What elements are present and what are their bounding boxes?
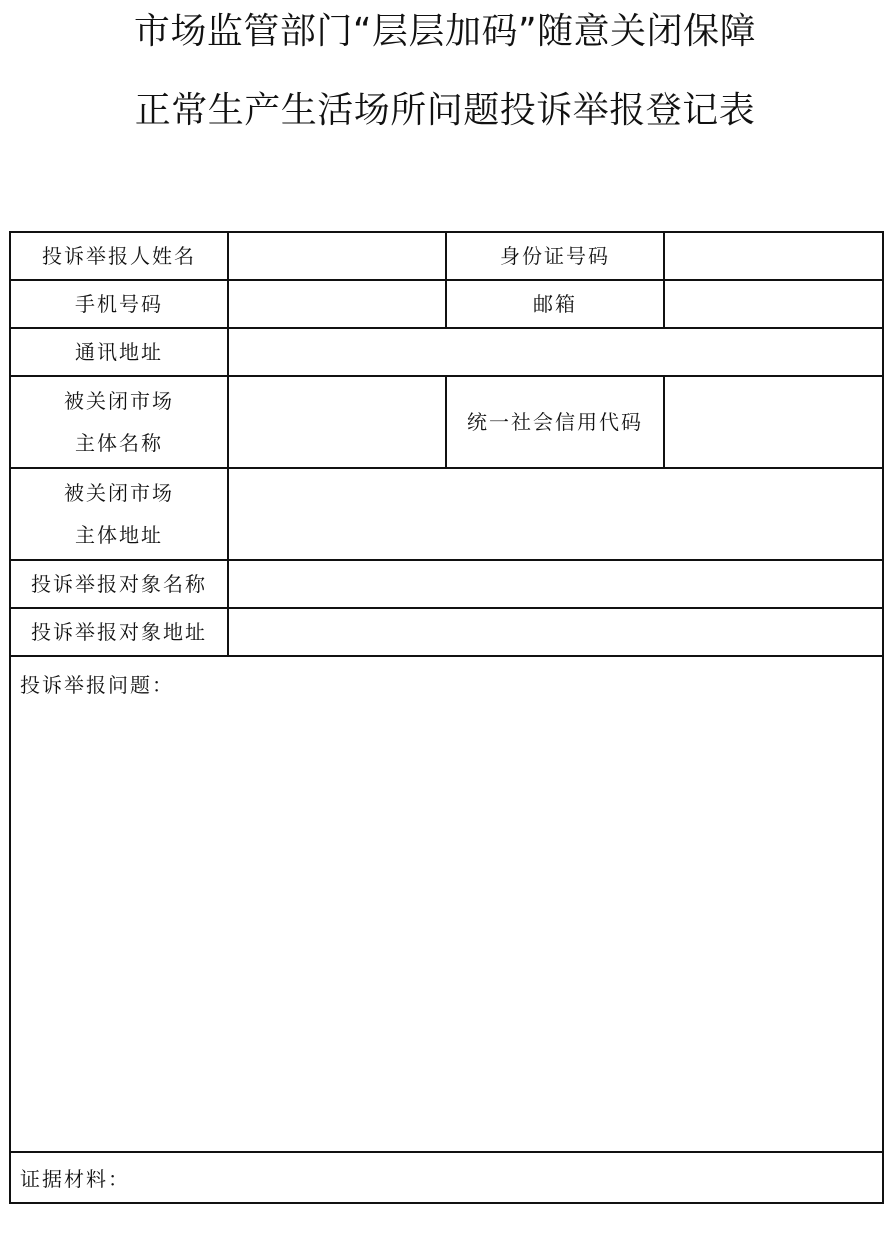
closed-entity-address-label xyxy=(10,468,228,560)
row-target-address xyxy=(10,608,883,656)
closed-entity-address-label-line2: 主体地址 xyxy=(75,523,163,547)
closed-entity-address-label-line1: 被关闭市场 xyxy=(64,481,174,505)
target-address-label: 投诉举报对象地址 xyxy=(10,608,228,656)
title-line-2: 正常生产生活场所问题投诉举报登记表 xyxy=(134,90,756,131)
email-field[interactable] xyxy=(664,280,883,328)
registration-form-table xyxy=(9,231,884,1204)
credit-code-label: 统一社会信用代码 xyxy=(446,376,664,468)
evidence-label: 证据材料： xyxy=(20,1167,130,1191)
target-name-field[interactable] xyxy=(228,560,883,608)
target-name-label: 投诉举报对象名称 xyxy=(10,560,228,608)
row-closed-entity xyxy=(10,376,883,468)
closed-entity-name-field[interactable] xyxy=(228,376,446,468)
title-line-1: 市场监管部门“层层加码”随意关闭保障 xyxy=(133,11,757,52)
id-number-field[interactable] xyxy=(664,232,883,280)
phone-label: 手机号码 xyxy=(10,280,228,328)
issue-label: 投诉举报问题： xyxy=(20,673,174,697)
row-contact xyxy=(10,280,883,328)
credit-code-field[interactable] xyxy=(664,376,883,468)
row-closed-entity-address xyxy=(10,468,883,560)
row-target-name xyxy=(10,560,883,608)
target-address-field[interactable] xyxy=(228,608,883,656)
row-evidence xyxy=(10,1152,883,1203)
closed-entity-name-label-line2: 主体名称 xyxy=(75,431,163,455)
reporter-name-label: 投诉举报人姓名 xyxy=(10,232,228,280)
address-field[interactable] xyxy=(228,328,883,376)
closed-entity-address-field[interactable] xyxy=(228,468,883,560)
row-address xyxy=(10,328,883,376)
evidence-field[interactable] xyxy=(10,1152,883,1203)
address-label: 通讯地址 xyxy=(10,328,228,376)
phone-field[interactable] xyxy=(228,280,446,328)
closed-entity-name-label-line1: 被关闭市场 xyxy=(64,389,174,413)
reporter-name-field[interactable] xyxy=(228,232,446,280)
issue-field[interactable] xyxy=(10,656,883,1152)
row-issue xyxy=(10,656,883,1152)
row-reporter xyxy=(10,232,883,280)
closed-entity-name-label xyxy=(10,376,228,468)
form-title xyxy=(0,0,890,180)
id-number-label: 身份证号码 xyxy=(446,232,664,280)
email-label: 邮箱 xyxy=(446,280,664,328)
